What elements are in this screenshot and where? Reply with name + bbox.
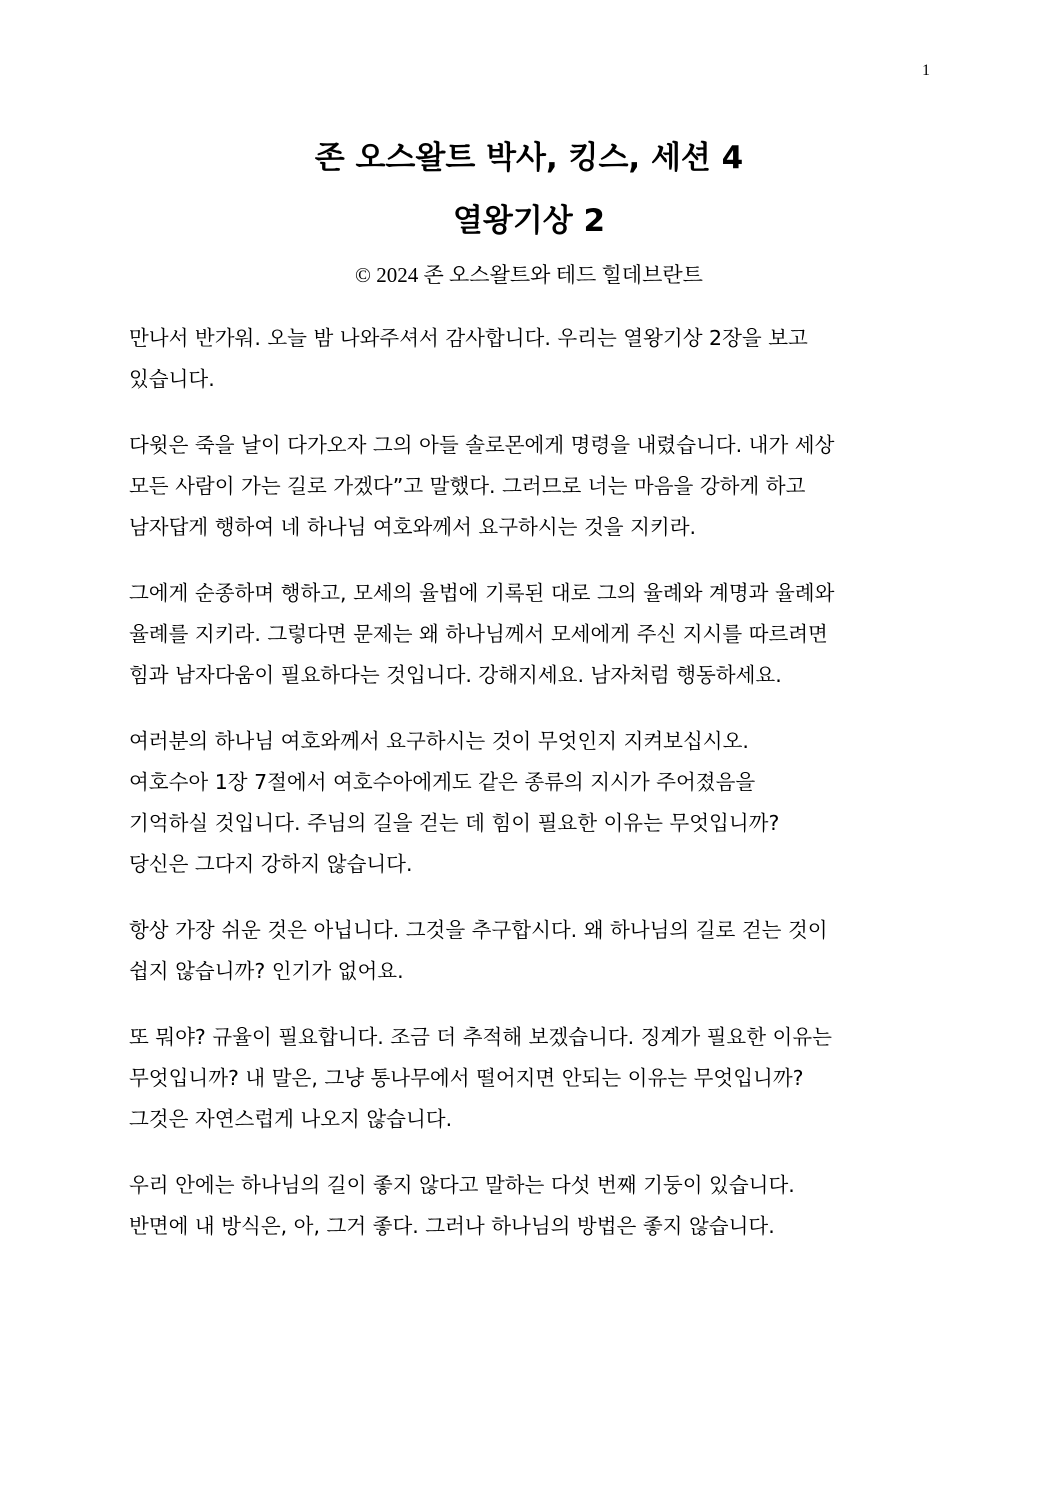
text-line: 모든 사람이 가는 길로 가겠다”고 말했다. 그러므로 너는 마음을 강하게 하고 [129, 474, 806, 498]
page-number: 1 [922, 62, 930, 79]
paragraph [129, 1017, 949, 1140]
text-line: 남자답게 행하여 네 하나님 여호와께서 요구하시는 것을 지키라. [129, 515, 697, 539]
text-line: 우리 안에는 하나님의 길이 좋지 않다고 말하는 다섯 번째 기둥이 있습니다. [129, 1173, 795, 1197]
paragraph [129, 721, 949, 885]
text-line: 쉽지 않습니까? 인기가 없어요. [129, 959, 404, 983]
paragraph [129, 318, 949, 400]
text-line: 항상 가장 쉬운 것은 아닙니다. 그것을 추구합시다. 왜 하나님의 길로 걷는 것이 [129, 918, 828, 942]
text-line: 또 뭐야? 규율이 필요합니다. 조금 더 추적해 보겠습니다. 징계가 필요한 이유는 [129, 1025, 832, 1049]
text-line: 여러분의 하나님 여호와께서 요구하시는 것이 무엇인지 지켜보십시오. [129, 729, 749, 753]
paragraph [129, 1165, 949, 1247]
document-title: 존 오스왈트 박사, 킹스, 세션 4 [314, 140, 744, 176]
text-line: 있습니다. [129, 367, 215, 391]
paragraph [129, 573, 949, 696]
text-line: 그에게 순종하며 행하고, 모세의 율법에 기록된 대로 그의 율례와 계명과 율례와 [129, 581, 835, 605]
text-line: 다윗은 죽을 날이 다가오자 그의 아들 솔로몬에게 명령을 내렸습니다. 내가 세상 [129, 433, 835, 457]
document-body [129, 318, 949, 1272]
paragraph [129, 910, 949, 992]
document-subtitle: 열왕기상 2 [452, 203, 606, 239]
text-line: 무엇입니까? 내 말은, 그냥 통나무에서 떨어지면 안되는 이유는 무엇입니까? [129, 1066, 804, 1090]
text-line: 율례를 지키라. 그렇다면 문제는 왜 하나님께서 모세에게 주신 지시를 따르려면 [129, 622, 828, 646]
text-line: 반면에 내 방식은, 아, 그거 좋다. 그러나 하나님의 방법은 좋지 않습니다. [129, 1214, 775, 1238]
text-line: 힘과 남자다움이 필요하다는 것입니다. 강해지세요. 남자처럼 행동하세요. [129, 663, 782, 687]
text-line: 만나서 반가워. 오늘 밤 나와주셔서 감사합니다. 우리는 열왕기상 2장을 보고 [129, 326, 808, 350]
text-line: 그것은 자연스럽게 나오지 않습니다. [129, 1107, 453, 1131]
text-line: 기억하실 것입니다. 주님의 길을 걷는 데 힘이 필요한 이유는 무엇입니까? [129, 811, 780, 835]
text-line: 당신은 그다지 강하지 않습니다. [129, 852, 413, 876]
copyright-line: © 2024 존 오스왈트와 테드 힐데브란트 [355, 263, 703, 287]
paragraph [129, 425, 949, 548]
text-line: 여호수아 1장 7절에서 여호수아에게도 같은 종류의 지시가 주어졌음을 [129, 770, 756, 794]
